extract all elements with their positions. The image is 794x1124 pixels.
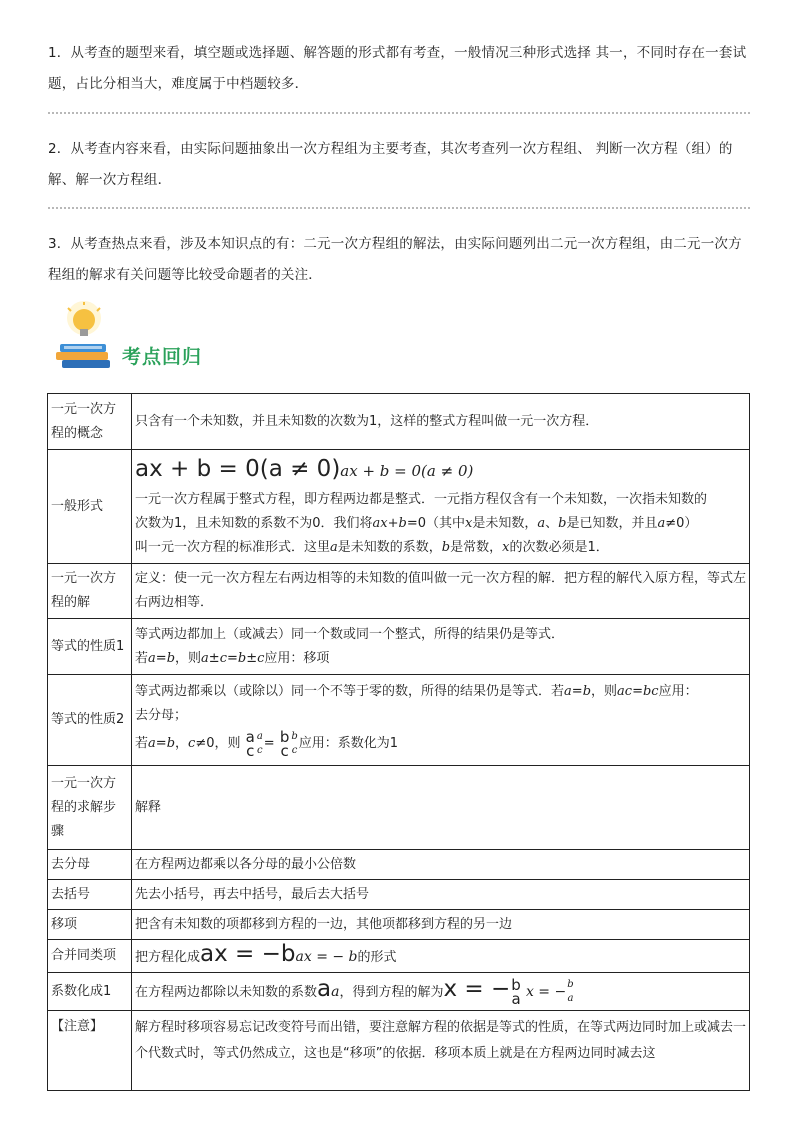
row-value: 解方程时移项容易忘记改变符号而出错，要注意解方程的依据是等式的性质，在等式两边同时加上或减去一个代数式时，等式仍然成立，这也是“移项”的依据．移项本质上就是在方程两边同时减去这 xyxy=(132,1011,750,1091)
table-row xyxy=(48,940,750,973)
row-value: 先去小括号，再去中括号，最后去大括号 xyxy=(132,880,750,910)
text-line: 叫一元一次方程的标准形式．这里a是未知数的系数，b是常数，x的次数必须是1． xyxy=(135,539,609,555)
table-row xyxy=(48,973,750,1011)
row-key: 等式的性质2 xyxy=(48,675,132,766)
row-value: 只含有一个未知数，并且未知数的次数为1，这样的整式方程叫做一元一次方程． xyxy=(132,394,750,450)
row-key: 等式的性质1 xyxy=(48,619,132,675)
row-value: 定义：使一元一次方程左右两边相等的未知数的值叫做一元一次方程的解．把方程的解代入原方程，等式左右两边相等． xyxy=(132,564,750,619)
row-key: 合并同类项 xyxy=(48,940,132,973)
formula-large: ax = −b xyxy=(200,941,296,967)
text-line: 若a=b，则a±c=b±c应用：移项 xyxy=(135,650,330,666)
row-value: 把方程化成ax = −bax = − b的形式 xyxy=(132,940,750,973)
fraction: b c xyxy=(279,727,290,760)
table-row xyxy=(48,850,750,880)
table-row xyxy=(48,880,750,910)
row-value xyxy=(132,619,750,675)
table-row xyxy=(48,675,750,766)
fraction: b a xyxy=(567,979,574,1005)
text-line: 若a=b，c≠0，则 a c a c = b c b c 应用：系数化为1 xyxy=(135,727,399,760)
formula-small: ax = − b xyxy=(295,949,358,965)
fraction: b c xyxy=(291,730,298,756)
section-title: 考点回归 xyxy=(122,346,203,368)
formula-large: ax + b = 0(a ≠ 0) xyxy=(135,455,341,482)
table-row xyxy=(48,619,750,675)
row-key: 一元一次方程的概念 xyxy=(48,394,132,450)
dotted-divider xyxy=(48,207,750,209)
row-value: 解释 xyxy=(132,766,750,850)
fraction: a c xyxy=(245,727,255,760)
table-row xyxy=(48,564,750,619)
fraction: a c xyxy=(256,730,263,756)
row-key: 去分母 xyxy=(48,850,132,880)
row-value: 在方程两边都乘以各分母的最小公倍数 xyxy=(132,850,750,880)
row-key: 去括号 xyxy=(48,880,132,910)
row-key: 一元一次方程的解 xyxy=(48,564,132,619)
row-key: 【注意】 xyxy=(48,1011,132,1091)
text-line: 等式两边都乘以（或除以）同一个不等于零的数，所得的结果仍是等式．若a=b，则ac=bc应用： xyxy=(135,684,698,699)
row-key: 移项 xyxy=(48,910,132,940)
row-key: 系数化成1 xyxy=(48,973,132,1011)
paragraph-1: 1．从考查的题型来看，填空题或选择题、解答题的形式都有考查，一般情况三种形式选择 其一，不同时存在一套试题，占比分相当大，难度属于中档题较多． xyxy=(48,45,747,92)
formula-large: a xyxy=(317,975,332,1002)
lightbulb-books-icon xyxy=(54,300,116,372)
knowledge-table xyxy=(47,393,750,1091)
row-value: 把含有未知数的项都移到方程的一边，其他项都移到方程的另一边 xyxy=(132,910,750,940)
text-line: 一元一次方程属于整式方程，即方程两边都是整式．一元指方程仅含有一个未知数，一次指未知数的 xyxy=(135,491,708,507)
table-row xyxy=(48,1011,750,1091)
table-row xyxy=(48,910,750,940)
row-value xyxy=(132,675,750,766)
text-line: 次数为1，且未知数的系数不为0．我们将ax+b=0（其中x是未知数，a、b是已知数，并且a≠0） xyxy=(135,515,698,531)
formula-large: x = − xyxy=(443,975,511,1002)
dotted-divider xyxy=(48,112,750,114)
text-line: 去分母； xyxy=(135,708,188,723)
paragraph-3: 3．从考查热点来看，涉及本知识点的有：二元一次方程组的解法，由实际问题列出二元一次方程组，由二元一次方程组的解求有关问题等比较受命题者的关注． xyxy=(48,236,742,283)
formula-small: ax + b = 0(a ≠ 0) xyxy=(340,461,474,480)
text-line: 等式两边都加上（或减去）同一个数或同一个整式，所得的结果仍是等式． xyxy=(135,626,565,642)
table-row xyxy=(48,394,750,450)
paragraph-2: 2．从考查内容来看，由实际问题抽象出一次方程组为主要考查，其次考查列一次方程组、 判断一次方程（组）的解、解一次方程组． xyxy=(48,141,733,188)
row-value xyxy=(132,450,750,564)
row-key: 一元一次方程的求解步骤 xyxy=(48,766,132,850)
table-row xyxy=(48,450,750,564)
row-value: 在方程两边都除以未知数的系数aa，得到方程的解为x = − b a x = − b a xyxy=(132,973,750,1011)
formula-small: x = − xyxy=(525,983,567,1000)
fraction: b a xyxy=(511,976,521,1009)
row-key: 一般形式 xyxy=(48,450,132,564)
table-row xyxy=(48,766,750,850)
section-header xyxy=(54,300,254,372)
